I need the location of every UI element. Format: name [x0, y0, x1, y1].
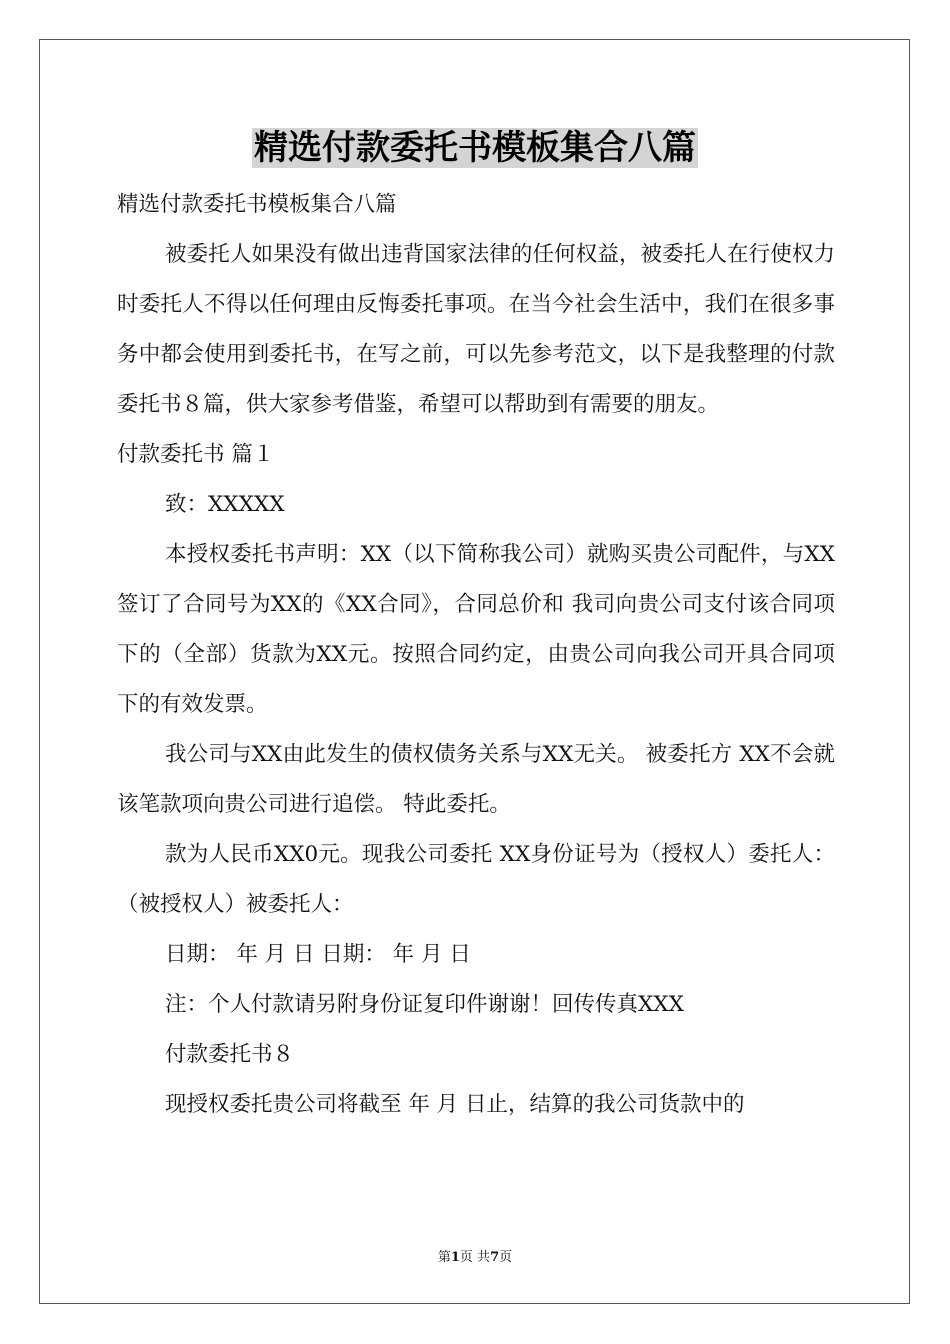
footer-page-number: 1: [450, 1250, 460, 1265]
footer-middle: 页 共: [459, 1250, 491, 1265]
document-body: [117, 180, 835, 1130]
addressee-paragraph: 致：XXXXX: [165, 492, 285, 517]
note-paragraph: 注：个人付款请另附身份证复印件谢谢！回传传真XXX: [165, 992, 684, 1017]
date-line: 日期： 年 月 日 日期： 年 月 日: [165, 942, 471, 967]
authorization-paragraph: 现授权委托贵公司将截至 年 月 日止，结算的我公司货款中的: [165, 1092, 745, 1117]
amount-paragraph: 款为人民币XX0元。现我公司委托 XX身份证号为（授权人）委托人： （被授权人）被委托人：: [117, 842, 835, 917]
intro-paragraph: 被委托人如果没有做出违背国家法律的任何权益，被委托人在行使权力时委托人不得以任何理由反悔委托事项。在当今社会生活中，我们在很多事务中都会使用到委托书，在写之前，可以先参考范文，以下是我整理的付款委托书８篇，供大家参考借鉴，希望可以帮助到有需要的朋友。: [117, 242, 835, 417]
footer-total-pages: 7: [490, 1250, 500, 1265]
declaration-paragraph: 本授权委托书声明：XX（以下简称我公司）就购买贵公司配件，与XX签订了合同号为XX的《XX合同》，合同总价和 我司向贵公司支付该合同项下的（全部）货款为XX元。按照合同约定，由贵公司向我公司开具合同项下的有效发票。: [117, 542, 835, 717]
relationship-paragraph: 我公司与XX由此发生的债权债务关系与XX无关。 被委托方 XX不会就该笔款项向贵公司进行追偿。 特此委托。: [117, 742, 835, 817]
document-title: [0, 120, 950, 169]
subtitle-paragraph: 精选付款委托书模板集合八篇: [117, 192, 397, 217]
page-footer: [0, 1246, 950, 1265]
footer-suffix: 页: [499, 1250, 513, 1265]
footer-prefix: 第: [437, 1250, 451, 1265]
section-heading-8: 付款委托书８: [165, 1042, 295, 1067]
section-heading: 付款委托书 篇１: [117, 442, 275, 467]
document-title-text: 精选付款委托书模板集合八篇: [254, 128, 696, 168]
